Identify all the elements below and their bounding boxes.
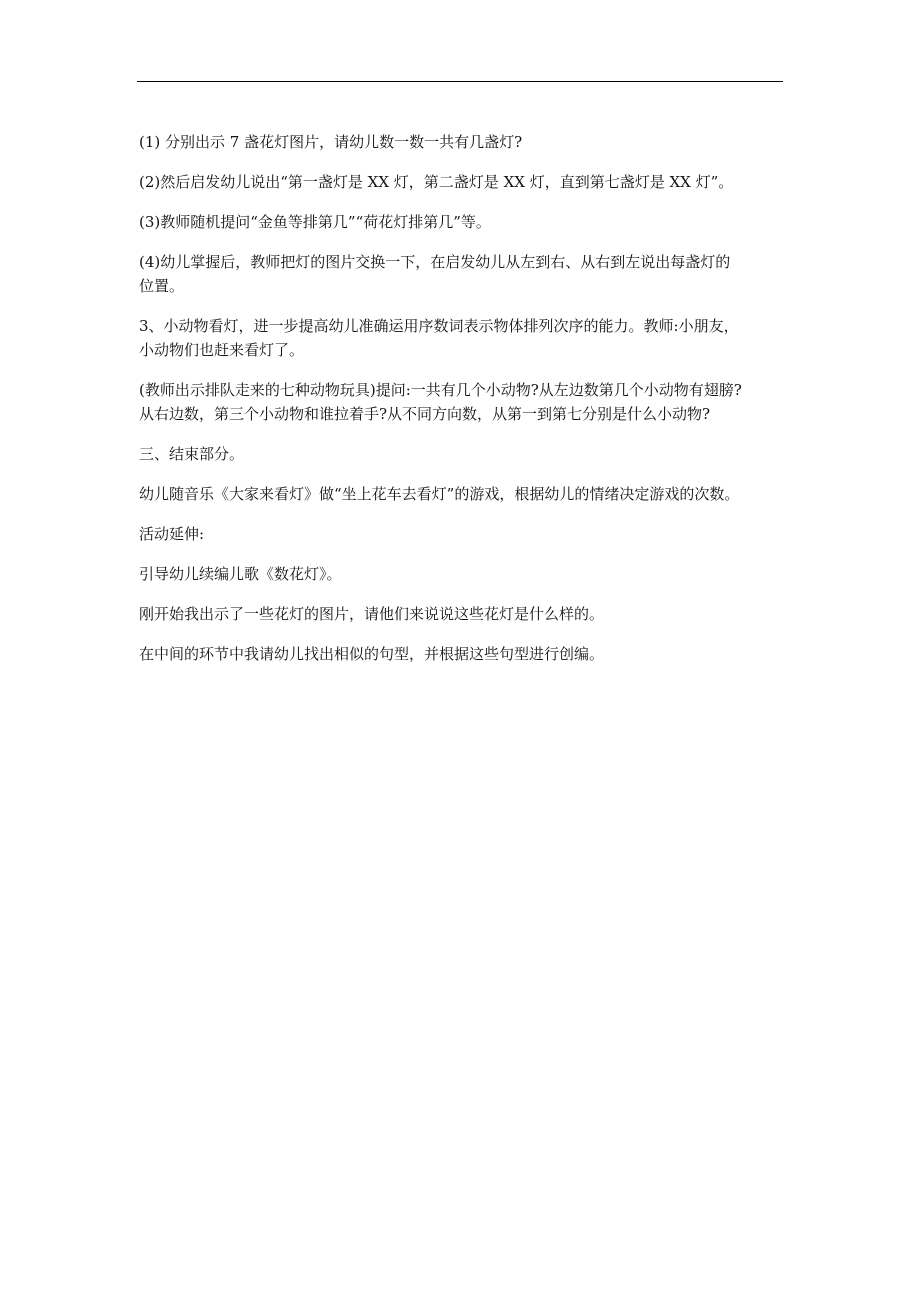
document-body — [139, 130, 789, 682]
paragraph-line: (2)然后启发幼儿说出“第一盏灯是 XX 灯，第二盏灯是 XX 灯，直到第七盏灯是 XX 灯”。 — [139, 173, 734, 191]
paragraph-line: 在中间的环节中我请幼儿找出相似的句型，并根据这些句型进行创编。 — [139, 645, 605, 663]
paragraph-line: (4)幼儿掌握后，教师把灯的图片交换一下，在启发幼儿从左到右、从右到左说出每盏灯的 — [139, 253, 731, 271]
paragraph-line: 从右边数，第三个小动物和谁拉着手?从不同方向数，从第一到第七分别是什么小动物? — [139, 405, 711, 423]
paragraph-line: 引导幼儿续编儿歌《数花灯》。 — [139, 565, 342, 583]
paragraph-1 — [139, 130, 789, 154]
paragraph-3 — [139, 210, 789, 234]
paragraph-line: 3、小动物看灯，进一步提高幼儿准确运用序数词表示物体排列次序的能力。教师:小朋友， — [139, 317, 739, 335]
paragraph-line: 三、结束部分。 — [139, 445, 245, 463]
paragraph-line: (3)教师随机提问“金鱼等排第几”“荷花灯排第几”等。 — [139, 213, 491, 231]
header-rule — [137, 81, 783, 82]
paragraph-line: 活动延伸: — [139, 525, 205, 543]
paragraph-line: 幼儿随音乐《大家来看灯》做“坐上花车去看灯”的游戏，根据幼儿的情绪决定游戏的次数。 — [139, 485, 740, 503]
paragraph-12 — [139, 642, 789, 666]
paragraph-8 — [139, 482, 789, 506]
paragraph-6 — [139, 378, 789, 426]
paragraph-line: (1) 分别出示 7 盏花灯图片，请幼儿数一数一共有几盏灯? — [139, 133, 523, 151]
section-heading-extension — [139, 522, 789, 546]
paragraph-11 — [139, 602, 789, 626]
paragraph-line: (教师出示排队走来的七种动物玩具)提问:一共有几个小动物?从左边数第几个小动物有翅膀? — [139, 381, 742, 399]
section-heading-closing — [139, 442, 789, 466]
paragraph-line: 小动物们也赶来看灯了。 — [139, 341, 305, 359]
paragraph-4 — [139, 250, 789, 298]
paragraph-line: 刚开始我出示了一些花灯的图片，请他们来说说这些花灯是什么样的。 — [139, 605, 605, 623]
paragraph-5 — [139, 314, 789, 362]
paragraph-10 — [139, 562, 789, 586]
paragraph-line: 位置。 — [139, 277, 185, 295]
paragraph-2 — [139, 170, 789, 194]
